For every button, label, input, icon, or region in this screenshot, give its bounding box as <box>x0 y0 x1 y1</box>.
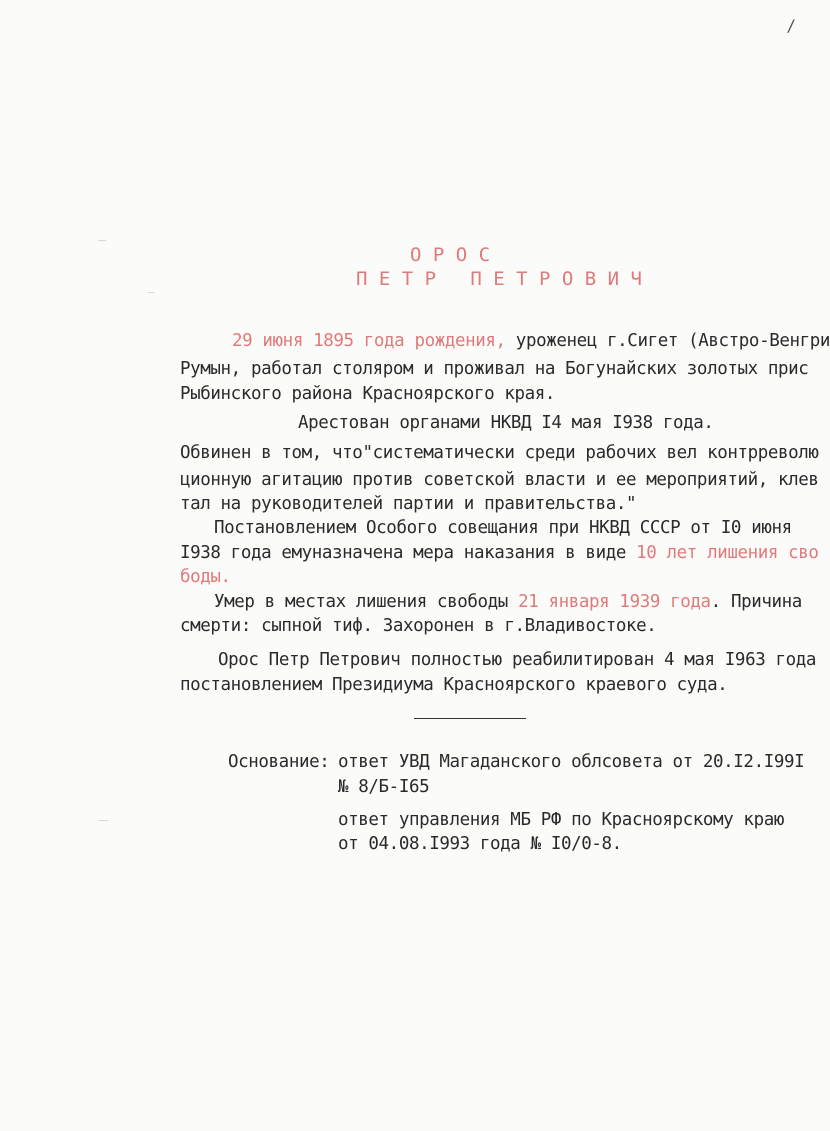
paper-speck <box>98 240 106 241</box>
death-text: Умер в местах лишения свободы <box>214 592 519 612</box>
birth-date: 29 июня 1895 года рождения, <box>232 331 506 351</box>
sentence-line-3: боды. <box>180 567 231 587</box>
given-names-heading: П Е Т Р П Е Т Р О В И Ч <box>356 268 642 290</box>
death-line-2: смерти: сыпной тиф. Захоронен в г.Владивостоке. <box>180 616 657 636</box>
basis-source-2-line-2: от 04.08.I993 года № I0/0-8. <box>338 834 622 854</box>
basis-source-2-line-1: ответ управления МБ РФ по Красноярскому краю <box>338 810 784 830</box>
birth-line <box>232 333 830 351</box>
body-line-3: Рыбинского района Красноярского края. <box>180 384 556 404</box>
sentence-line-2 <box>180 545 819 563</box>
rehab-line-1: Орос Петр Петрович полностью реабилитирован 4 мая I963 года <box>218 650 817 670</box>
arrest-line: Арестован органами НКВД I4 мая I938 года. <box>298 413 714 433</box>
sentence-line-1: Постановлением Особого совещания при НКВД СССР от I0 июня <box>214 518 792 538</box>
corner-mark: / <box>786 16 796 35</box>
sentence-text: I938 года емуназначена мера наказания в виде <box>180 543 637 563</box>
death-line-1 <box>214 594 802 612</box>
basis-label: Основание: <box>228 752 330 772</box>
surname-heading: О Р О С <box>410 244 491 266</box>
death-date: 21 января 1939 года <box>518 592 711 612</box>
rehab-line-2: постановлением Президиума Красноярского краевого суда. <box>180 675 728 695</box>
sentence-term: 10 лет лишения сво <box>636 543 819 563</box>
body-line-2: Румын, работал столяром и проживал на Богунайских золотых прис <box>180 359 809 379</box>
basis-source-1-line-2: № 8/Б-I65 <box>338 777 430 797</box>
charge-line-2: ционную агитацию против советской власти и ее мероприятий, клев <box>180 470 819 490</box>
basis-source-1-line-1: ответ УВД Магаданского облсовета от 20.I2.I99I <box>338 752 805 772</box>
paper-speck <box>148 292 154 293</box>
charge-line-1: Обвинен в том, что"систематически среди рабочих вел контрреволю <box>180 443 819 463</box>
charge-line-3: тал на руководителей партии и правительства." <box>180 494 637 514</box>
death-cause-label: . Причина <box>710 592 802 612</box>
section-divider <box>414 718 526 719</box>
birthplace: уроженец г.Сигет (Австро-Венгри <box>505 331 830 351</box>
paper-speck <box>98 820 108 821</box>
